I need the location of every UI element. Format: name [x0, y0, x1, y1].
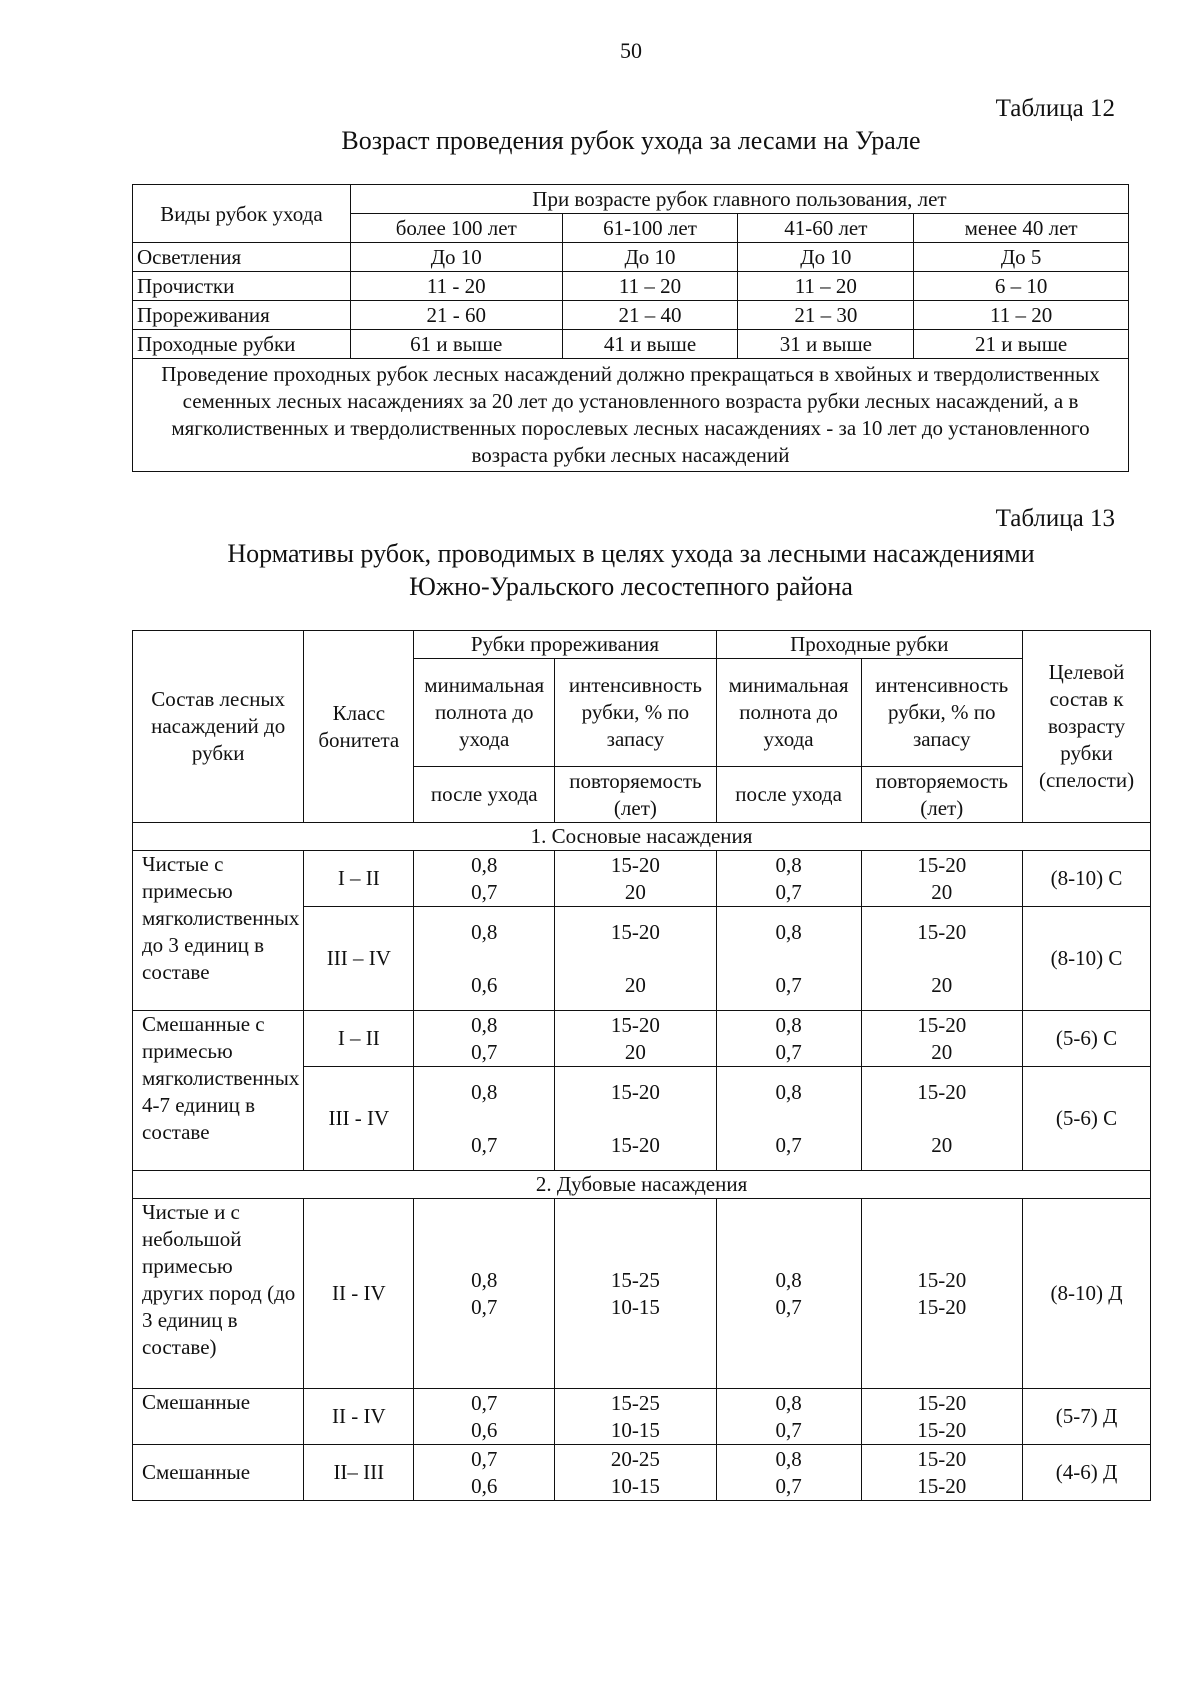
value: 15-20 — [610, 852, 660, 877]
header-cell: Состав лесных насаждений до рубки — [133, 631, 304, 823]
header-cell: 41-60 лет — [738, 214, 914, 243]
class-cell: I – II — [304, 1011, 414, 1067]
table-cell — [555, 907, 716, 1011]
table-row — [133, 243, 1129, 272]
table-cell: До 5 — [914, 243, 1129, 272]
value: 0,7 — [775, 1039, 802, 1064]
value: 10-15 — [610, 1294, 660, 1319]
table-cell — [555, 851, 716, 907]
section-title-pine: 1. Сосновые насаждения — [133, 823, 1151, 851]
value: 0,8 — [775, 1012, 802, 1037]
table-row — [133, 1011, 1151, 1067]
value: 15-20 — [610, 1132, 660, 1157]
value: 0,7 — [775, 1473, 802, 1498]
header-cell: При возрасте рубок главного пользования, лет — [350, 185, 1128, 214]
table-cell: 41 и выше — [562, 330, 738, 359]
table-cell: 11 – 20 — [914, 301, 1129, 330]
table-cell — [861, 1011, 1022, 1067]
table-cell — [716, 907, 861, 1011]
section-row — [133, 1171, 1151, 1199]
header-cell: интенсивность рубки, % по запасу — [555, 659, 716, 767]
value: 0,8 — [775, 919, 802, 944]
value: 15-25 — [610, 1267, 660, 1292]
class-cell: III - IV — [304, 1067, 414, 1171]
header-cell: Проходные рубки — [716, 631, 1022, 659]
row-label: Осветления — [133, 243, 351, 272]
table-row — [133, 631, 1151, 659]
table-cell — [414, 1199, 555, 1389]
value: 15-20 — [917, 1390, 967, 1415]
table-12 — [132, 184, 1129, 472]
value: 0,7 — [471, 1390, 498, 1415]
target-cell: (5-7) Д — [1022, 1389, 1150, 1445]
table-cell: 21 – 40 — [562, 301, 738, 330]
value: 15-25 — [610, 1390, 660, 1415]
class-cell: III – IV — [304, 907, 414, 1011]
value: 15-20 — [610, 1079, 660, 1104]
value: 0,7 — [775, 1294, 802, 1319]
table-cell: 11 - 20 — [350, 272, 562, 301]
value: 0,7 — [471, 1446, 498, 1471]
value: 0,7 — [775, 972, 802, 997]
value: 20-25 — [610, 1446, 660, 1471]
table-cell: 61 и выше — [350, 330, 562, 359]
table-cell — [555, 1199, 716, 1389]
composition-cell: Смешанные с примесью мягколиственных 4-7 единиц в составе — [133, 1011, 304, 1171]
composition-cell: Смешанные — [133, 1445, 304, 1501]
value: 0,8 — [471, 852, 498, 877]
value: 0,8 — [775, 852, 802, 877]
table-cell — [861, 1067, 1022, 1171]
header-cell: после ухода — [414, 767, 555, 823]
table-row — [133, 359, 1129, 472]
value: 15-20 — [610, 1012, 660, 1037]
table-cell — [414, 1011, 555, 1067]
table-cell: До 10 — [350, 243, 562, 272]
value: 15-20 — [917, 852, 967, 877]
table-12-note: Проведение проходных рубок лесных насаждений должно прекращаться в хвойных и твердолиственных семенных лесных насаждениях за 20 лет до установленного возраста рубки лесных насаждений, а в мягколиственных и твердолиственных порослевых лесных насаждениях - за 10 лет до установленного возраста рубки лесных насаждений — [133, 359, 1129, 472]
target-cell: (8-10) С — [1022, 851, 1150, 907]
value: 15-20 — [610, 919, 660, 944]
value: 20 — [624, 972, 646, 997]
table-cell — [861, 1199, 1022, 1389]
header-cell: 61-100 лет — [562, 214, 738, 243]
class-cell: II - IV — [304, 1389, 414, 1445]
value: 20 — [624, 1039, 646, 1064]
table-row — [133, 185, 1129, 214]
table-cell — [716, 1445, 861, 1501]
value: 15-20 — [917, 1012, 967, 1037]
section-row — [133, 823, 1151, 851]
value: 0,8 — [775, 1390, 802, 1415]
target-cell: (5-6) С — [1022, 1011, 1150, 1067]
table-cell: До 10 — [738, 243, 914, 272]
table-cell — [555, 1067, 716, 1171]
table-cell — [716, 1389, 861, 1445]
table-cell — [861, 1445, 1022, 1501]
value: 15-20 — [917, 1446, 967, 1471]
value: 15-20 — [917, 1294, 967, 1319]
value: 15-20 — [917, 919, 967, 944]
header-cell: повторяемость (лет) — [555, 767, 716, 823]
value: 0,8 — [775, 1079, 802, 1104]
table-13-label: Таблица 13 — [995, 505, 1115, 532]
table-cell — [555, 1389, 716, 1445]
header-cell: Рубки прореживания — [414, 631, 716, 659]
table-cell: 6 – 10 — [914, 272, 1129, 301]
table-cell — [414, 1067, 555, 1171]
table-cell: 21 – 30 — [738, 301, 914, 330]
table-cell: 11 – 20 — [738, 272, 914, 301]
target-cell: (8-10) С — [1022, 907, 1150, 1011]
value: 20 — [624, 879, 646, 904]
row-label: Прореживания — [133, 301, 351, 330]
table-cell — [861, 851, 1022, 907]
table-row — [133, 330, 1129, 359]
value: 0,7 — [775, 879, 802, 904]
header-cell: Целевой состав к возрасту рубки (спелости) — [1022, 631, 1150, 823]
table-13-title-line1: Нормативы рубок, проводимых в целях ухода за лесными насаждениями — [227, 539, 1035, 568]
value: 0,6 — [471, 1417, 498, 1442]
header-cell: Класс бонитета — [304, 631, 414, 823]
table-cell — [414, 851, 555, 907]
header-cell: повторяемость (лет) — [861, 767, 1022, 823]
target-cell: (5-6) С — [1022, 1067, 1150, 1171]
value: 10-15 — [610, 1473, 660, 1498]
value: 0,7 — [471, 1294, 498, 1319]
table-cell — [414, 1445, 555, 1501]
value: 20 — [931, 1132, 953, 1157]
section-title-oak: 2. Дубовые насаждения — [133, 1171, 1151, 1199]
table-cell — [861, 1389, 1022, 1445]
table-12-title: Возраст проведения рубок ухода за лесами на Урале — [341, 126, 921, 155]
header-cell: интенсивность рубки, % по запасу — [861, 659, 1022, 767]
value: 20 — [931, 972, 953, 997]
table-cell: 21 - 60 — [350, 301, 562, 330]
table-13-title-line2: Южно-Уральского лесостепного района — [409, 572, 853, 601]
value: 20 — [931, 1039, 953, 1064]
table-row — [133, 1445, 1151, 1501]
header-cell: более 100 лет — [350, 214, 562, 243]
value: 0,8 — [775, 1267, 802, 1292]
table-row — [133, 301, 1129, 330]
value: 0,8 — [471, 1267, 498, 1292]
table-row — [133, 851, 1151, 907]
table-row — [133, 272, 1129, 301]
target-cell: (4-6) Д — [1022, 1445, 1150, 1501]
table-cell — [861, 907, 1022, 1011]
header-cell: после ухода — [716, 767, 861, 823]
page-number: 50 — [620, 38, 642, 63]
value: 20 — [931, 879, 953, 904]
table-cell: До 10 — [562, 243, 738, 272]
value: 15-20 — [917, 1473, 967, 1498]
class-cell: I – II — [304, 851, 414, 907]
table-cell — [716, 851, 861, 907]
composition-cell: Смешанные — [133, 1389, 304, 1445]
table-cell — [555, 1445, 716, 1501]
table-cell: 31 и выше — [738, 330, 914, 359]
table-cell — [716, 1199, 861, 1389]
value: 0,8 — [471, 919, 498, 944]
target-cell: (8-10) Д — [1022, 1199, 1150, 1389]
value: 0,7 — [775, 1417, 802, 1442]
value: 0,7 — [471, 879, 498, 904]
table-row — [133, 1199, 1151, 1389]
table-cell — [414, 1389, 555, 1445]
value: 0,6 — [471, 1473, 498, 1498]
composition-cell: Чистые с примесью мягколиственных до 3 единиц в составе — [133, 851, 304, 1011]
value: 15-20 — [917, 1267, 967, 1292]
table-13-title — [0, 537, 1200, 603]
value: 0,7 — [471, 1132, 498, 1157]
table-12-label: Таблица 12 — [995, 95, 1115, 122]
table-cell — [716, 1011, 861, 1067]
header-cell: минимальная полнота до ухода — [716, 659, 861, 767]
value: 0,7 — [775, 1132, 802, 1157]
table-cell — [414, 907, 555, 1011]
value: 0,6 — [471, 972, 498, 997]
value: 15-20 — [917, 1079, 967, 1104]
table-row — [133, 1389, 1151, 1445]
header-cell: минимальная полнота до ухода — [414, 659, 555, 767]
table-cell — [716, 1067, 861, 1171]
value: 15-20 — [917, 1417, 967, 1442]
value: 0,8 — [471, 1012, 498, 1037]
row-label: Прочистки — [133, 272, 351, 301]
value: 0,8 — [471, 1079, 498, 1104]
table-cell: 21 и выше — [914, 330, 1129, 359]
class-cell: II– III — [304, 1445, 414, 1501]
header-cell: Виды рубок ухода — [133, 185, 351, 243]
row-label: Проходные рубки — [133, 330, 351, 359]
header-cell: менее 40 лет — [914, 214, 1129, 243]
composition-cell: Чистые и с небольшой примесью других пород (до 3 единиц в составе) — [133, 1199, 304, 1389]
table-13 — [132, 630, 1151, 1501]
value: 0,7 — [471, 1039, 498, 1064]
value: 10-15 — [610, 1417, 660, 1442]
class-cell: II - IV — [304, 1199, 414, 1389]
value: 0,8 — [775, 1446, 802, 1471]
table-cell: 11 – 20 — [562, 272, 738, 301]
table-cell — [555, 1011, 716, 1067]
